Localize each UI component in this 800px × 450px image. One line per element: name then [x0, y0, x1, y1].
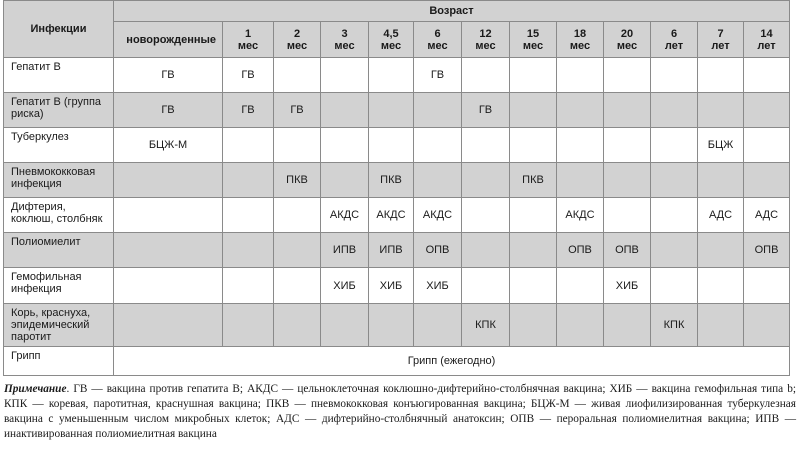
vaccine-cell: [223, 233, 274, 268]
age-value: 12: [479, 27, 492, 40]
age-unit: мес: [237, 39, 259, 52]
vaccine-cell: [510, 233, 557, 268]
vaccination-schedule-table: [3, 0, 790, 376]
vaccine-cell: [557, 128, 604, 163]
vaccine-cell: [462, 128, 510, 163]
age-header: Возраст: [114, 1, 790, 22]
age-column-header: [557, 22, 604, 58]
vaccine-cell: [462, 268, 510, 304]
table-header-row: [4, 1, 790, 22]
vaccine-cell: ОПВ: [744, 233, 790, 268]
vaccine-cell: [321, 163, 369, 198]
vaccine-cell: [651, 93, 698, 128]
vaccine-cell: АКДС: [369, 198, 414, 233]
vaccine-cell: [557, 304, 604, 347]
vaccine-cell: [223, 198, 274, 233]
vaccine-cell: [557, 163, 604, 198]
vaccine-cell: [321, 93, 369, 128]
footnote: [4, 382, 796, 442]
age-unit: мес: [286, 39, 308, 52]
age-column-header: [510, 22, 557, 58]
vaccine-cell: [369, 128, 414, 163]
age-column-header: [698, 22, 744, 58]
age-columns-row: [4, 22, 790, 58]
vaccine-cell: ГВ: [223, 58, 274, 93]
vaccine-cell: [604, 198, 651, 233]
table-body: [4, 58, 790, 376]
vaccine-cell: [321, 58, 369, 93]
age-unit: мес: [334, 39, 355, 52]
infection-name: Гепатит В (группа риска): [4, 93, 114, 128]
vaccine-cell: [114, 163, 223, 198]
vaccine-cell: [651, 163, 698, 198]
infection-name: Гепатит В: [4, 58, 114, 93]
age-column-header: [223, 22, 274, 58]
vaccine-cell: [651, 268, 698, 304]
vaccine-cell: [414, 163, 462, 198]
age-unit: мес: [569, 39, 591, 52]
vaccine-cell: [510, 93, 557, 128]
vaccine-cell: [114, 268, 223, 304]
vaccine-cell: КПК: [462, 304, 510, 347]
vaccine-cell: АКДС: [321, 198, 369, 233]
vaccine-cell: [462, 163, 510, 198]
vaccine-cell: [114, 198, 223, 233]
vaccine-cell: КПК: [651, 304, 698, 347]
vaccine-cell: ГВ: [414, 58, 462, 93]
infection-name: Дифтерия, коклюш, столбняк: [4, 198, 114, 233]
vaccine-cell: [274, 128, 321, 163]
vaccine-cell: [223, 163, 274, 198]
vaccine-cell: [557, 268, 604, 304]
infection-name: Грипп: [4, 347, 114, 376]
table-row: [4, 128, 790, 163]
age-unit: лет: [711, 39, 730, 52]
vaccine-cell: [744, 128, 790, 163]
age-unit: мес: [522, 39, 544, 52]
vaccine-cell: [510, 268, 557, 304]
vaccine-cell: ПКВ: [274, 163, 321, 198]
infection-name: Пневмококковая инфекция: [4, 163, 114, 198]
table-row: [4, 233, 790, 268]
age-unit: лет: [664, 39, 684, 52]
vaccine-cell: ОПВ: [557, 233, 604, 268]
age-column-header: [321, 22, 369, 58]
vaccine-cell: [651, 198, 698, 233]
vaccine-cell: [114, 304, 223, 347]
vaccine-cell: [698, 304, 744, 347]
age-value: 3: [341, 27, 348, 40]
vaccine-cell: ИПВ: [369, 233, 414, 268]
vaccine-cell: [369, 93, 414, 128]
age-value: 18: [573, 27, 587, 40]
vaccine-cell: [414, 304, 462, 347]
age-column-header: [462, 22, 510, 58]
vaccine-cell: ПКВ: [510, 163, 557, 198]
vaccine-cell: ПКВ: [369, 163, 414, 198]
age-column-header: [651, 22, 698, 58]
vaccine-cell: БЦЖ: [698, 128, 744, 163]
age-value: 1: [244, 27, 252, 40]
vaccine-cell: [321, 304, 369, 347]
age-value: 6: [434, 27, 441, 40]
vaccine-cell: АДС: [698, 198, 744, 233]
table-row: [4, 268, 790, 304]
age-value: 15: [526, 27, 540, 40]
vaccine-cell: [651, 128, 698, 163]
vaccine-cell: [114, 233, 223, 268]
table-row: [4, 58, 790, 93]
vaccine-cell: [698, 93, 744, 128]
age-column-header: [114, 22, 223, 58]
vaccine-cell: [274, 233, 321, 268]
vaccine-cell: [698, 58, 744, 93]
table-row: [4, 93, 790, 128]
vaccine-cell: [557, 93, 604, 128]
vaccine-cell: [462, 198, 510, 233]
vaccine-cell: [604, 128, 651, 163]
vaccine-cell: [604, 93, 651, 128]
infection-name: Корь, краснуха, эпидемический паротит: [4, 304, 114, 347]
vaccine-cell: [557, 58, 604, 93]
vaccine-cell: [510, 58, 557, 93]
vaccine-cell: [510, 198, 557, 233]
vaccine-cell: [698, 268, 744, 304]
vaccine-cell: ХИБ: [604, 268, 651, 304]
vaccine-cell: ХИБ: [321, 268, 369, 304]
infection-name: Гемофильная инфекция: [4, 268, 114, 304]
vaccine-cell: [744, 268, 790, 304]
age-value: 20: [620, 27, 634, 40]
vaccine-cell: ХИБ: [369, 268, 414, 304]
vaccine-cell: АКДС: [414, 198, 462, 233]
table-row-flu: [4, 347, 790, 376]
age-value: 4,5: [383, 27, 399, 40]
vaccine-cell: АДС: [744, 198, 790, 233]
age-column-header: [369, 22, 414, 58]
vaccine-cell: [604, 58, 651, 93]
vaccine-cell: [744, 58, 790, 93]
vaccine-cell: ОПВ: [604, 233, 651, 268]
age-unit: мес: [475, 39, 496, 52]
age-unit: мес: [616, 39, 638, 52]
vaccine-cell: ГВ: [462, 93, 510, 128]
table-row: [4, 304, 790, 347]
age-value: 7: [717, 27, 724, 40]
flu-annual-cell: Грипп (ежегодно): [114, 347, 790, 376]
age-column-header: [414, 22, 462, 58]
vaccine-cell: [510, 304, 557, 347]
vaccine-cell: [744, 93, 790, 128]
vaccine-cell: [462, 58, 510, 93]
vaccine-cell: ГВ: [114, 93, 223, 128]
vaccine-cell: [274, 304, 321, 347]
vaccine-cell: [223, 128, 274, 163]
vaccine-cell: [274, 58, 321, 93]
age-unit: лет: [757, 39, 776, 52]
vaccine-cell: [651, 233, 698, 268]
vaccine-cell: [698, 233, 744, 268]
vaccine-cell: ОПВ: [414, 233, 462, 268]
vaccine-cell: [604, 163, 651, 198]
vaccine-cell: [223, 268, 274, 304]
age-value: 6: [670, 27, 678, 40]
vaccine-cell: ГВ: [274, 93, 321, 128]
vaccine-cell: ХИБ: [414, 268, 462, 304]
vaccine-cell: [510, 128, 557, 163]
table-row: [4, 198, 790, 233]
vaccine-cell: [462, 233, 510, 268]
vaccine-cell: [223, 304, 274, 347]
vaccine-cell: [369, 304, 414, 347]
vaccine-cell: [604, 304, 651, 347]
infections-header: Инфекции: [4, 1, 114, 58]
footnote-text: . ГВ — вакцина против гепатита В; АКДС — цельноклеточная коклюшно-дифтерийно-столбнячная вакцина; ХИБ — вакцина гемофильная типа b; КПК — коревая, паротитная, краснушная вакцина; ПКВ — пневмококковая конъюгированная вакцина; БЦЖ-М — живая лиофилизированная туберкулезная вакцина с уменьшенным числом микробных клеток; АДС — дифтерийно-столбнячный анатоксин; ОПВ — пероральная полиомиелитная вакцина; ИПВ — инактивированная полиомиелитная вакцина: [4, 383, 796, 440]
vaccine-cell: [369, 58, 414, 93]
age-value: 14: [760, 27, 773, 40]
age-value: новорожденные: [126, 33, 216, 46]
vaccine-cell: ГВ: [223, 93, 274, 128]
table-row: [4, 163, 790, 198]
vaccine-cell: БЦЖ-М: [114, 128, 223, 163]
vaccine-cell: [744, 163, 790, 198]
vaccine-cell: ИПВ: [321, 233, 369, 268]
vaccine-cell: [274, 198, 321, 233]
infection-name: Полиомиелит: [4, 233, 114, 268]
vaccine-cell: АКДС: [557, 198, 604, 233]
vaccine-cell: [744, 304, 790, 347]
vaccine-cell: [274, 268, 321, 304]
vaccine-cell: [321, 128, 369, 163]
vaccine-cell: [698, 163, 744, 198]
infection-name: Туберкулез: [4, 128, 114, 163]
age-unit: мес: [427, 39, 448, 52]
vaccine-cell: [414, 128, 462, 163]
age-column-header: [274, 22, 321, 58]
age-unit: мес: [380, 39, 402, 52]
footnote-title: Примечание: [4, 383, 67, 395]
vaccine-cell: [651, 58, 698, 93]
age-value: 2: [293, 27, 301, 40]
vaccine-cell: [414, 93, 462, 128]
age-column-header: [604, 22, 651, 58]
age-column-header: [744, 22, 790, 58]
vaccine-cell: ГВ: [114, 58, 223, 93]
